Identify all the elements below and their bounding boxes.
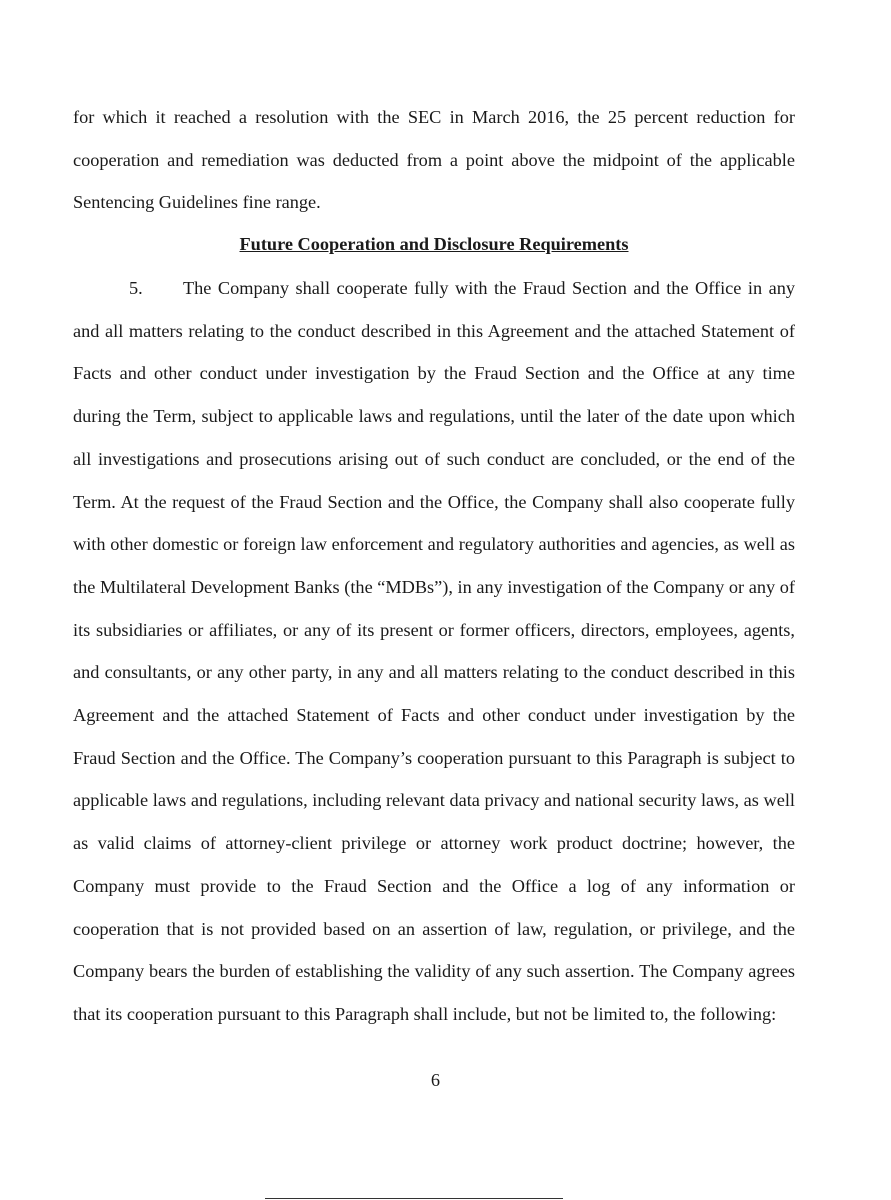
intro-paragraph-block bbox=[73, 96, 795, 224]
paragraph-5-text: The Company shall cooperate fully with the Fraud Section and the Office in any and all matters relating to the conduct described in this Agreement and the attached Statement of Facts and other conduct under investigation by the Fraud Section and the Office at any time during the Term, subject to applicable laws and regulations, until the later of the date upon which all investigations and prosecutions arising out of such conduct are concluded, or the end of the Term. At the request of the Fraud Section and the Office, the Company shall also cooperate fully with other domestic or foreign law enforcement and regulatory authorities and agencies, as well as the Multilateral Development Banks (the “MDBs”), in any investigation of the Company or any of its subsidiaries or affiliates, or any of its present or former officers, directors, employees, agents, and consultants, or any other party, in any and all matters relating to the conduct described in this Agreement and the attached Statement of Facts and other conduct under investigation by the Fraud Section and the Office. The Company’s cooperation pursuant to this Paragraph is subject to applicable laws and regulations, including relevant data privacy and national security laws, as well as valid claims of attorney-client privilege or attorney work product doctrine; however, the Company must provide to the Fraud Section and the Office a log of any information or cooperation that is not provided based on an assertion of law, regulation, or privilege, and the Company bears the burden of establishing the validity of any such assertion. The Company agrees that its cooperation pursuant to this Paragraph shall include, but not be limited to, the following: bbox=[73, 278, 795, 1024]
section-heading: Future Cooperation and Disclosure Requirements bbox=[239, 234, 629, 254]
paragraph-number: 5. bbox=[129, 278, 143, 298]
footer-divider bbox=[265, 1198, 563, 1199]
paragraph-5 bbox=[73, 267, 795, 1036]
paragraph-5-block bbox=[73, 267, 795, 1036]
intro-paragraph: for which it reached a resolution with the SEC in March 2016, the 25 percent reduction for cooperation and remediation was deducted from a point above the midpoint of the applicable Sentencing Guidelines fine range. bbox=[73, 107, 795, 213]
page-number: 6 bbox=[430, 1070, 441, 1090]
